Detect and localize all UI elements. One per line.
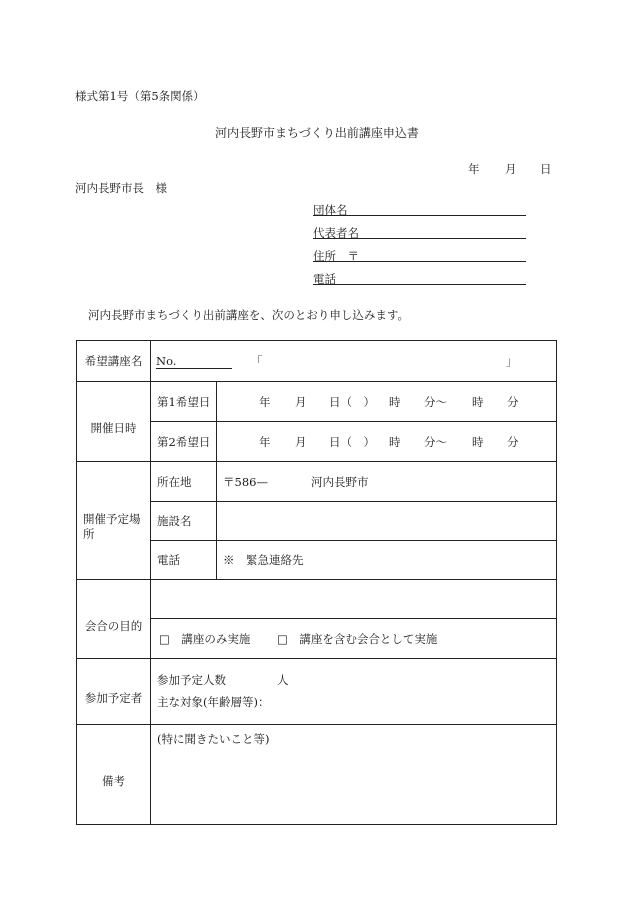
dt2-day: 日（ ） bbox=[329, 435, 375, 449]
date-month: 月 bbox=[505, 162, 517, 176]
course-open-bracket: 「 bbox=[251, 354, 263, 368]
participants-field[interactable] bbox=[151, 659, 557, 725]
course-no: No. bbox=[156, 354, 232, 369]
dt1-hour: 時 bbox=[389, 395, 401, 409]
date-day: 日 bbox=[540, 162, 552, 176]
place-phone-label: 電話 bbox=[151, 541, 217, 580]
option-with-meeting-checkbox[interactable]: □ 講座を含む会合として実施 bbox=[277, 632, 438, 646]
option-course-only-checkbox[interactable]: □ 講座のみ実施 bbox=[159, 632, 251, 646]
course-row bbox=[77, 341, 557, 382]
location-label: 所在地 bbox=[151, 462, 217, 502]
address-line[interactable] bbox=[313, 248, 526, 262]
dt1-year: 年 bbox=[259, 395, 271, 409]
dt2-min-to: 分 bbox=[507, 435, 519, 449]
remarks-row bbox=[77, 725, 557, 825]
purpose-field[interactable] bbox=[151, 580, 557, 619]
date-year: 年 bbox=[468, 162, 480, 176]
place-row-1 bbox=[77, 462, 557, 502]
first-choice-field[interactable] bbox=[217, 382, 557, 422]
group-name-label: 団体名 bbox=[313, 203, 348, 217]
group-name-line[interactable] bbox=[313, 202, 526, 216]
course-field[interactable] bbox=[151, 341, 557, 382]
dt2-month: 月 bbox=[295, 435, 307, 449]
document-title: 河内長野市まちづくり出前講座申込書 bbox=[215, 126, 419, 140]
purpose-row-1 bbox=[77, 580, 557, 619]
addressee: 河内長野市長 様 bbox=[75, 181, 167, 195]
participant-count-label: 参加予定人数 bbox=[157, 673, 226, 687]
place-label: 開催予定場所 bbox=[77, 462, 151, 580]
remarks-field[interactable] bbox=[151, 725, 557, 825]
city-name: 河内長野市 bbox=[311, 475, 369, 489]
application-table bbox=[76, 340, 557, 825]
location-field[interactable] bbox=[217, 462, 557, 502]
dt1-hour-to: 時 bbox=[472, 395, 484, 409]
target-audience-label: 主な対象(年齢層等)： bbox=[157, 695, 270, 709]
second-choice-label: 第2希望日 bbox=[151, 422, 217, 462]
participant-count-unit: 人 bbox=[277, 673, 289, 687]
course-close-bracket: 」 bbox=[506, 354, 518, 368]
dt2-hour-to: 時 bbox=[472, 435, 484, 449]
representative-line[interactable] bbox=[313, 225, 526, 239]
address-label: 住所 〒 bbox=[313, 249, 359, 263]
form-number: 様式第1号（第5条関係） bbox=[75, 89, 205, 103]
facility-label: 施設名 bbox=[151, 502, 217, 541]
dt2-year: 年 bbox=[259, 435, 271, 449]
place-phone-field[interactable]: ※ 緊急連絡先 bbox=[217, 541, 557, 580]
intro-text: 河内長野市まちづくり出前講座を、次のとおり申し込みます。 bbox=[88, 308, 409, 322]
phone-label: 電話 bbox=[313, 272, 336, 286]
dt1-min-to: 分 bbox=[507, 395, 519, 409]
postal-prefix: 〒586— bbox=[223, 475, 268, 489]
facility-field[interactable] bbox=[217, 502, 557, 541]
remarks-hint: (特に聞きたいこと等) bbox=[157, 732, 270, 746]
remarks-label: 備考 bbox=[77, 725, 151, 825]
phone-line[interactable] bbox=[313, 271, 526, 285]
dt1-min-from: 分～ bbox=[424, 395, 447, 409]
first-choice-label: 第1希望日 bbox=[151, 382, 217, 422]
dt2-min-from: 分～ bbox=[424, 435, 447, 449]
participants-row bbox=[77, 659, 557, 725]
dt2-hour: 時 bbox=[389, 435, 401, 449]
purpose-label: 会合の目的 bbox=[77, 580, 151, 659]
datetime-row-1 bbox=[77, 382, 557, 422]
participants-label: 参加予定者 bbox=[77, 659, 151, 725]
dt1-month: 月 bbox=[295, 395, 307, 409]
purpose-options bbox=[151, 619, 557, 659]
course-label: 希望講座名 bbox=[77, 341, 151, 382]
datetime-label: 開催日時 bbox=[77, 382, 151, 462]
second-choice-field[interactable] bbox=[217, 422, 557, 462]
dt1-day: 日（ ） bbox=[329, 395, 375, 409]
representative-label: 代表者名 bbox=[313, 226, 359, 240]
